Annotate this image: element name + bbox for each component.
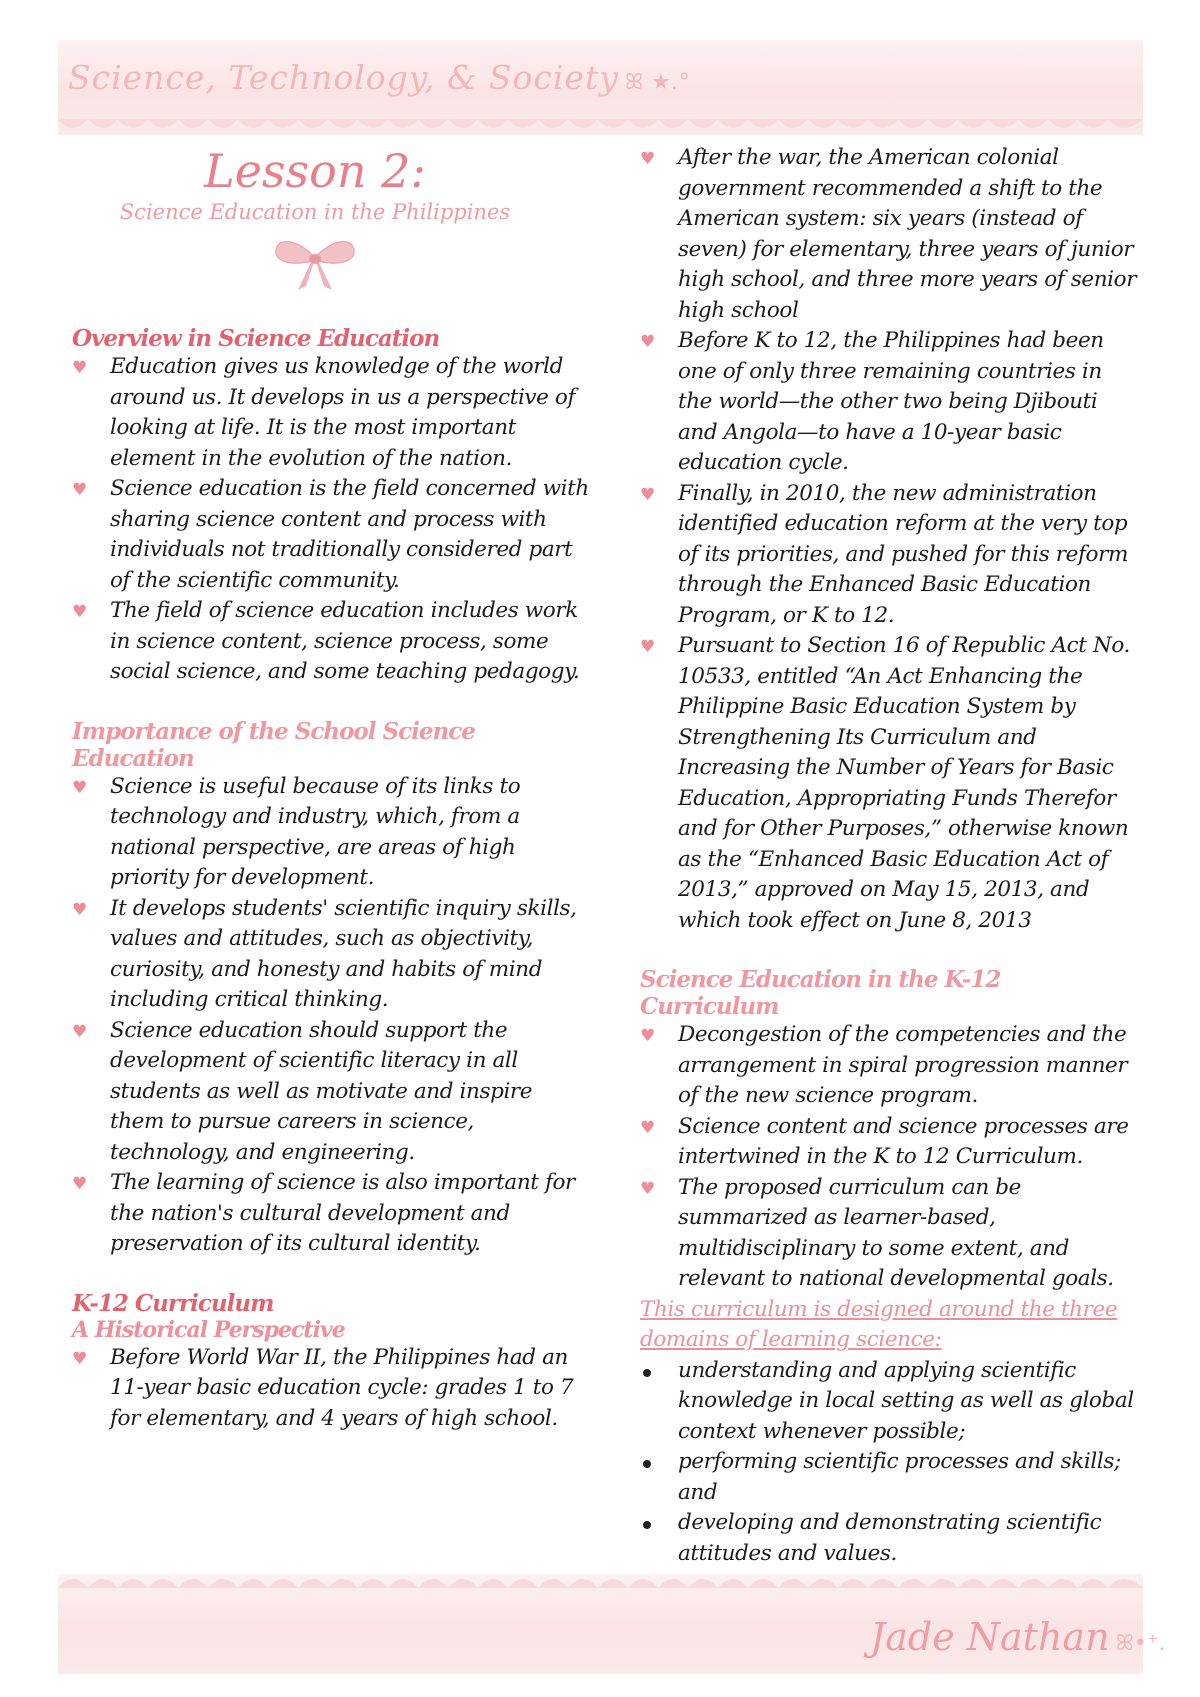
domains-list [640,1356,1140,1570]
heart-bullet-icon: ♥ [72,777,87,798]
list-item [640,1447,1140,1508]
list-item-text: performing scientific processes and skills; and [678,1449,1121,1505]
list-item [640,143,1140,326]
list-item-text: Pursuant to Section 16 of Republic Act No. 10533, entitled “An Act Enhancing the Philippine Basic Education System by Strengthening Its Curriculum and Increasing the Number of Years for Basic Education, Appropriating Funds Therefor and for Other Purposes,” otherwise known as the “Enhanced Basic Education Act of 2013,” approved on May 15, 2013, and which took effect on June 8, 2013 [678,633,1130,933]
list-item-text: After the war, the American colonial government recommended a shift to the American system: six years (instead of seven) for elementary, three years of junior high school, and three more years of senior high school [678,145,1137,323]
lace-border-bottom [58,1570,1143,1588]
heart-bullet-icon: ♥ [640,1178,655,1199]
list-item-text: Before World War II, the Philippines had an 11-year basic education cycle: grades 1 to 7 for elementary, and 4 years of high school. [110,1344,574,1431]
list-item [640,1173,1140,1295]
heart-bullet-icon: ♥ [640,149,655,169]
list-item [640,479,1140,632]
k12-history-list-left [72,1343,592,1435]
list-item-text: Science education should support the development of scientific literacy in all students as well as motivate and inspire them to pursue careers in science, technology, and engineering. [110,1017,533,1165]
signature-text: Jade Nathan [870,1615,1110,1659]
author-signature [870,1615,1165,1659]
right-column [640,143,1140,1569]
list-item [72,894,592,1016]
section-heading-importance: Importance of the School Science Education [72,717,475,772]
heart-bullet-icon: ♥ [72,480,87,500]
section-heading-k12-science: Science Education in the K-12 Curriculum [640,966,1001,1020]
list-item-text: Finally, in 2010, the new administration identified education reform at the very top of its priorities, and pushed for this reform through the Enhanced Basic Education Program, or K to 12. [678,480,1128,628]
heart-bullet-icon: ♥ [72,1348,87,1369]
dot-bullet-icon [643,1460,651,1468]
list-item-text: It develops students' scientific inquiry skills, values and attitudes, such as objectivity, curiosity, and honesty and habits of mind including critical thinking. [110,895,577,1012]
heart-bullet-icon: ♥ [72,899,87,920]
list-item-text: Decongestion of the competencies and the arrangement in spiral progression manner of the new science program. [678,1022,1128,1108]
heart-bullet-icon: ♥ [640,332,655,352]
list-item-text: Science education is the field concerned with sharing science content and process with individuals not traditionally considered part of the scientific community. [110,476,589,593]
list-item [640,326,1140,479]
k12-history-list-right [640,143,1140,936]
lace-border-top [58,119,1143,137]
list-item [72,772,592,894]
list-item [72,596,592,688]
lesson-title: Lesson 2: [204,144,426,198]
list-item-text: developing and demonstrating scientific attitudes and values. [678,1510,1102,1566]
ribbon-bow-icon [270,232,360,294]
heart-bullet-icon: ♥ [640,1117,655,1138]
domains-note: This curriculum is designed around the three domains of learning science: [640,1296,1118,1352]
list-item [72,1343,592,1435]
section-heading-overview: Overview in Science Education [72,325,440,352]
left-column [72,325,592,1434]
k12-science-list [640,1020,1140,1295]
list-item [640,1356,1140,1448]
list-item [72,1168,592,1260]
heart-bullet-icon: ♥ [640,484,655,505]
list-item [72,474,592,596]
section-subheading-historical: A Historical Perspective [72,1316,345,1343]
course-title [68,58,691,97]
dot-bullet-icon [643,1521,651,1529]
list-item-text: The learning of science is also important for the nation's cultural development and preservation of its cultural identity. [110,1170,575,1256]
list-item-text: understanding and applying scientific knowledge in local setting as well as global context whenever possible; [678,1357,1134,1444]
list-item [640,1508,1140,1569]
list-item-text: Before K to 12, the Philippines had been one of only three remaining countries in the world—the other two being Djibouti and Angola—to have a 10-year basic education cycle. [678,328,1104,475]
importance-list [72,772,592,1260]
heart-bullet-icon: ♥ [72,1174,87,1194]
section-heading-k12: K-12 Curriculum [72,1289,274,1317]
list-item [72,1016,592,1169]
overview-list [72,352,592,688]
heart-bullet-icon: ♥ [72,1021,87,1042]
dot-bullet-icon [643,1369,651,1377]
list-item [640,1020,1140,1112]
heart-bullet-icon: ♥ [640,1026,655,1046]
list-item [640,1112,1140,1173]
heart-bullet-icon: ♥ [72,602,87,622]
lesson-heading-block [100,145,530,294]
sparkle-icon: ꕤ ★.° [624,70,691,95]
list-item [640,631,1140,936]
course-title-text: Science, Technology, & Society [68,58,619,97]
list-item-text: Science is useful because of its links to technology and industry, which, from a national perspective, are areas of high priority for development. [110,773,521,890]
list-item-text: The field of science education includes work in science content, science process, some social science, and some teaching pedagogy. [110,598,580,684]
heart-bullet-icon: ♥ [72,358,87,378]
lesson-subtitle: Science Education in the Philippines [119,199,511,224]
list-item-text: The proposed curriculum can be summarized as learner-based, multidisciplinary to some extent, and relevant to national developmental goals. [678,1174,1114,1291]
list-item [72,352,592,474]
list-item-text: Science content and science processes are intertwined in the K to 12 Curriculum. [678,1113,1129,1169]
sparkle-icon: ꕤ•⁺. [1115,1631,1166,1656]
list-item-text: Education gives us knowledge of the world around us. It develops in us a perspective of looking at life. It is the most important element in the evolution of the nation. [110,354,576,471]
heart-bullet-icon: ♥ [640,637,655,657]
